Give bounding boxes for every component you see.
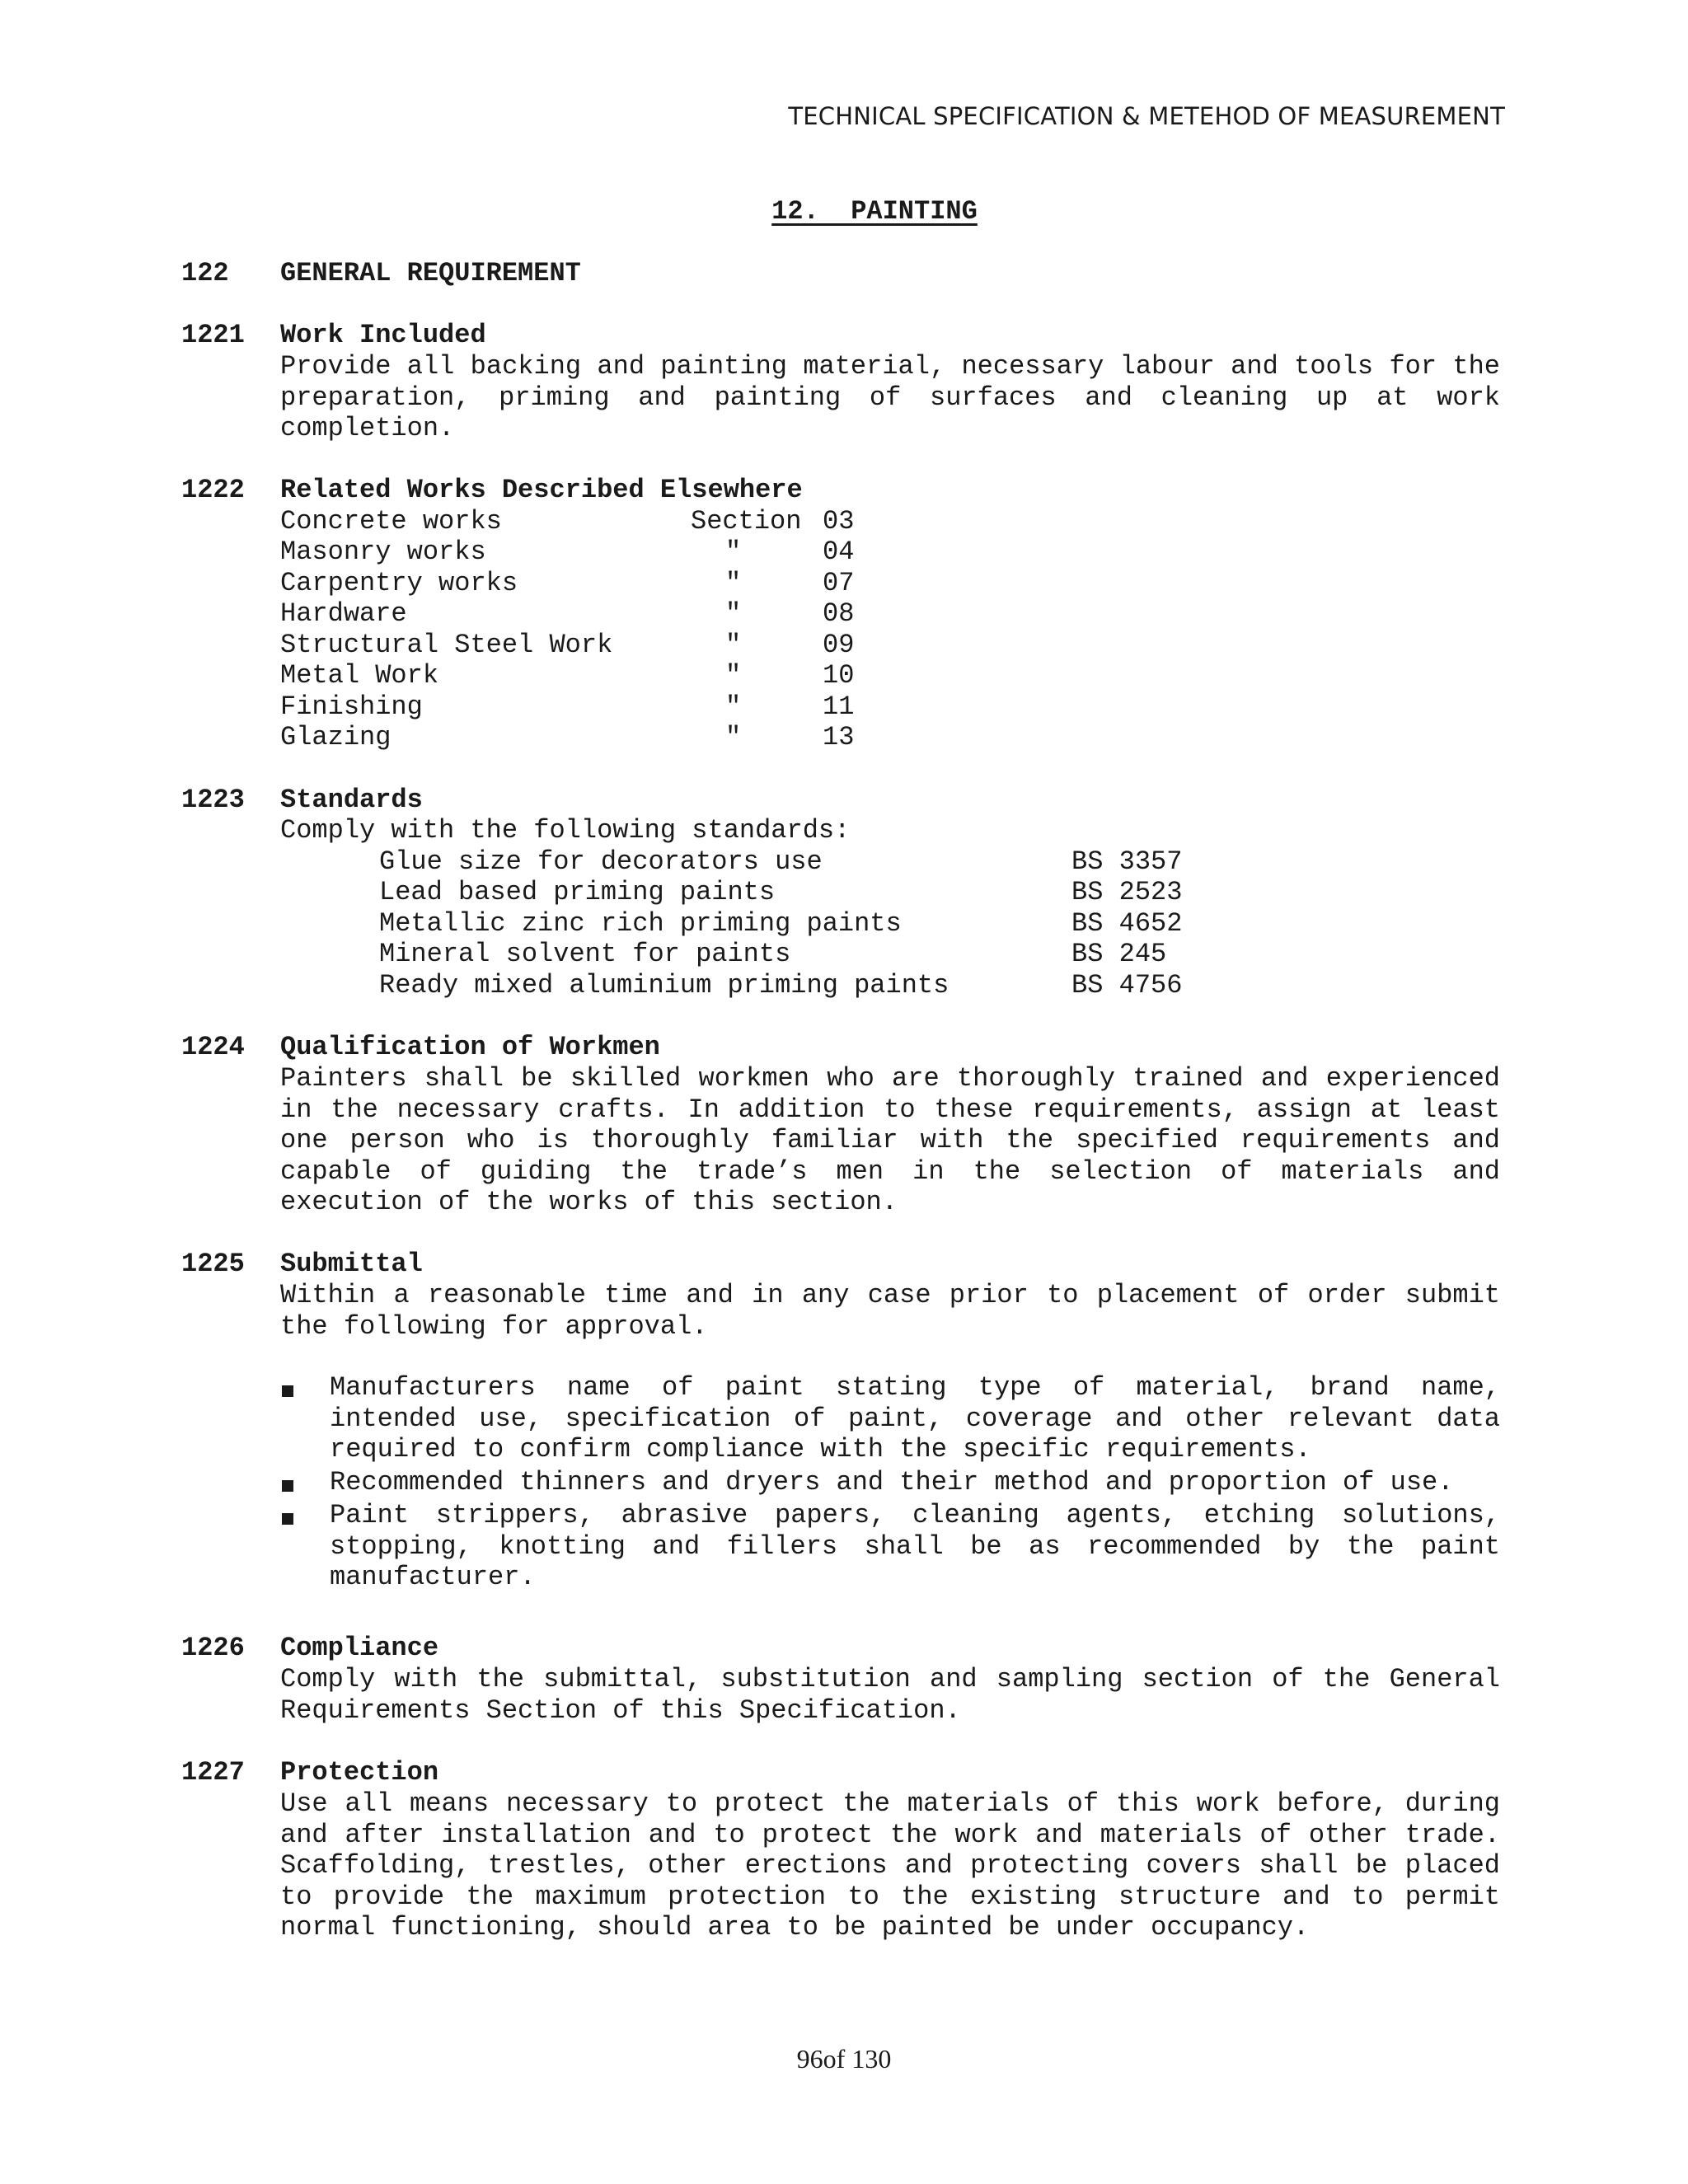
related-work-ref: Section <box>691 506 802 537</box>
section-text-1224: Painters shall be skilled workmen who are thoroughly trained and experienced in the necessary crafts. In addition to these requirements, assign at least one person who is thoroughly familiar with the specified requirements and capable of guiding the trade’s men in the selection of materials and execution of the works of this section. <box>280 1063 1500 1217</box>
section-number-1225: 1225 <box>181 1249 245 1279</box>
standard-code: BS 4652 <box>1071 908 1183 939</box>
section-number-1223: 1223 <box>181 785 245 815</box>
related-work-ref: " <box>725 660 742 691</box>
chapter-title: 12. PAINTING <box>771 196 978 227</box>
related-work-section-no: 07 <box>823 568 855 598</box>
standards-intro: Comply with the following standards: <box>280 815 851 846</box>
section-title-1227: Protection <box>280 1757 439 1788</box>
section-title-1222: Related Works Described Elsewhere <box>280 475 803 505</box>
standard-code: BS 3357 <box>1071 846 1183 877</box>
related-work-section-no: 10 <box>823 660 855 691</box>
related-work-section-no: 08 <box>823 598 855 629</box>
bullet-icon <box>282 1385 293 1397</box>
bullet-icon <box>282 1513 293 1525</box>
related-work-name: Finishing <box>280 691 423 722</box>
section-title-1226: Compliance <box>280 1633 439 1663</box>
list-item: Recommended thinners and dryers and their method and proportion of use. <box>330 1467 1454 1497</box>
related-work-section-no: 04 <box>823 537 855 567</box>
standard-item: Lead based priming paints <box>379 877 776 907</box>
section-text-1221: Provide all backing and painting material, necessary labour and tools for the preparation, priming and painting of surfaces and cleaning up at work completion. <box>280 351 1500 443</box>
related-work-name: Glazing <box>280 722 392 752</box>
related-work-section-no: 09 <box>823 630 855 660</box>
section-title-1221: Work Included <box>280 320 486 350</box>
bullet-icon <box>282 1480 293 1492</box>
standard-code: BS 4756 <box>1071 970 1183 1001</box>
standard-item: Ready mixed aluminium priming paints <box>379 970 950 1001</box>
related-work-ref: " <box>725 630 742 660</box>
related-work-name: Masonry works <box>280 537 486 567</box>
list-item: Paint strippers, abrasive papers, cleaning agents, etching solutions, stopping, knotting and fillers shall be as recommended by the paint manufacturer. <box>330 1500 1500 1592</box>
section-title-1224: Qualification of Workmen <box>280 1032 660 1062</box>
section-number-122: 122 <box>181 258 229 288</box>
standard-code: BS 245 <box>1071 939 1167 969</box>
section-number-1222: 1222 <box>181 475 245 505</box>
standard-item: Glue size for decorators use <box>379 846 823 877</box>
running-header: TECHNICAL SPECIFICATION & METEHOD OF MEASUREMENT <box>788 102 1505 130</box>
list-item: Manufacturers name of paint stating type of material, brand name, intended use, specification of paint, coverage and other relevant data required to confirm compliance with the specific requirements. <box>330 1372 1500 1465</box>
section-title-1225: Submittal <box>280 1249 423 1279</box>
related-work-ref: " <box>725 537 742 567</box>
section-title-122: GENERAL REQUIREMENT <box>280 258 581 288</box>
related-work-name: Hardware <box>280 598 407 629</box>
related-work-ref: " <box>725 568 742 598</box>
section-title-1223: Standards <box>280 785 423 815</box>
standard-item: Mineral solvent for paints <box>379 939 791 969</box>
related-work-section-no: 11 <box>823 691 855 722</box>
related-work-name: Carpentry works <box>280 568 518 598</box>
section-text-1225: Within a reasonable time and in any case prior to placement of order submit the following for approval. <box>280 1280 1500 1342</box>
section-text-1227: Use all means necessary to protect the materials of this work before, during and after installation and to protect the work and materials of other trade. Scaffolding, trestles, other erections and protecting covers shall be placed to provide the maximum protection to the existing structure and to permit normal functioning, should area to be painted be under occupancy. <box>280 1788 1500 1943</box>
related-work-ref: " <box>725 722 742 752</box>
standard-code: BS 2523 <box>1071 877 1183 907</box>
related-work-name: Concrete works <box>280 506 502 537</box>
related-work-section-no: 03 <box>823 506 855 537</box>
related-work-name: Structural Steel Work <box>280 630 613 660</box>
section-number-1226: 1226 <box>181 1633 245 1663</box>
section-number-1227: 1227 <box>181 1757 245 1788</box>
related-work-name: Metal Work <box>280 660 439 691</box>
standard-item: Metallic zinc rich priming paints <box>379 908 902 939</box>
section-number-1221: 1221 <box>181 320 245 350</box>
related-work-ref: " <box>725 691 742 722</box>
related-work-section-no: 13 <box>823 722 855 752</box>
section-number-1224: 1224 <box>181 1032 245 1062</box>
page-number: 96of 130 <box>796 2044 892 2074</box>
related-work-ref: " <box>725 598 742 629</box>
section-text-1226: Comply with the submittal, substitution and sampling section of the General Requirements Section of this Specification. <box>280 1664 1500 1726</box>
